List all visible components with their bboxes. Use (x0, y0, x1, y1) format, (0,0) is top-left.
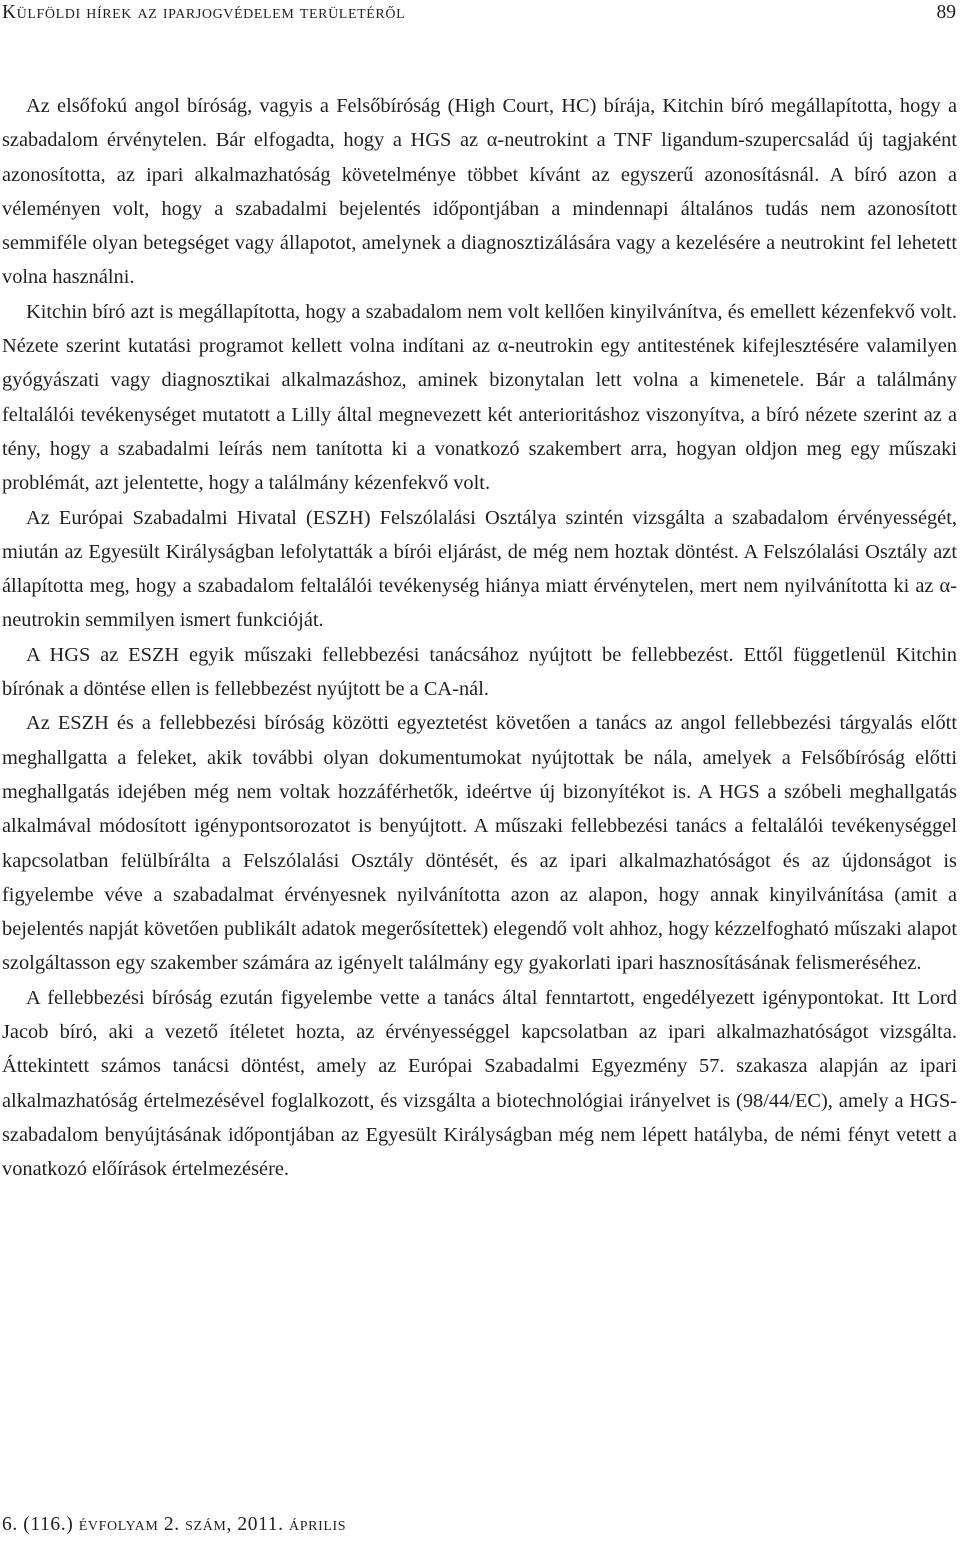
article-body (2, 89, 957, 1187)
issue-footer: 6. (116.) évfolyam 2. szám, 2011. április (2, 1514, 347, 1535)
paragraph: A HGS az ESZH egyik műszaki fellebbezési tanácsához nyújtott be fellebbezést. Ettől függetlenül Kitchin bírónak a döntése ellen is fellebbezést nyújtott be a CA-nál. (2, 643, 957, 701)
paragraph: Kitchin bíró azt is megállapította, hogy a szabadalom nem volt kellően kinyilvánítva, és emellett kézenfekvő volt. Nézete szerint kutatási programot kellett volna indítani az α-neutrokin egy antitestének kifejlesztésére valamilyen gyógyászati vagy diagnosztikai alkalmazáshoz, aminek bizonytalan lett volna a kimenetele. Bár a találmány feltalálói tevékenységet mutatott a Lilly által megnevezett két anterioritáshoz viszonyítva, a bíró nézete szerint az a tény, hogy a szabadalmi leírás nem tanította ki a vonatkozó szakembert arra, hogyan oldjon meg egy műszaki problémát, azt jelentette, hogy a találmány kézenfekvő volt. (2, 300, 957, 495)
page-number: 89 (936, 2, 956, 23)
paragraph: Az Európai Szabadalmi Hivatal (ESZH) Felszólalási Osztálya szintén vizsgálta a szabadalom érvényességét, miután az Egyesült Királyságban lefolytatták a bírói eljárást, de még nem hoztak döntést. A Felszólalási Osztály azt állapította meg, hogy a szabadalom feltalálói tevékenység hiánya miatt érvénytelen, mert nem nyilvánította ki az α-neutrokin semmilyen ismert funkcióját. (2, 506, 957, 632)
paragraph: Az ESZH és a fellebbezési bíróság közötti egyeztetést követően a tanács az angol fellebbezési tárgyalás előtt meghallgatta a feleket, akik további olyan dokumentumokat nyújtottak be nála, amelyek a Felsőbíróság előtti meghallgatás idejében még nem voltak hozzáférhetők, ideértve új bizonyítékot is. A HGS a szóbeli meghallgatás alkalmával módosított igénypontsorozatot is benyújtott. A műszaki fellebbezési tanács a feltalálói tevékenységgel kapcsolatban felülbírálta a Felszólalási Osztály döntését, és az ipari alkalmazhatóságot és az újdonságot is figyelembe véve a szabadalmat érvényesnek nyilvánította azon az alapon, hogy annak kinyilvánítása (amit a bejelentés napját követően publikált adatok megerősítettek) elegendő volt ahhoz, hogy kézzelfogható műszaki alapot szolgáltasson egy szakember számára az igényelt találmány egy gyakorlati ipari hasznosításának felismeréséhez. (2, 712, 957, 975)
paragraph: A fellebbezési bíróság ezután figyelembe vette a tanács által fenntartott, engedélyezett igénypontokat. Itt Lord Jacob bíró, aki a vezető ítéletet hozta, az érvényességgel kapcsolatban az ipari alkalmazhatóságot vizsgálta. Áttekintett számos tanácsi döntést, amely az Európai Szabadalmi Egyezmény 57. szakasza alapján az ipari alkalmazhatóság értelmezésével foglalkozott, és vizsgálta a biotechnológiai irányelvet is (98/44/EC), amely a HGS-szabadalom benyújtásának időpontjában az Egyesült Királyságban még nem lépett hatályba, de némi fényt vetett a vonatkozó előírások értelmezésére. (2, 986, 957, 1181)
running-header (0, 2, 960, 30)
paragraph: Az elsőfokú angol bíróság, vagyis a Felsőbíróság (High Court, HC) bírája, Kitchin bíró megállapította, hogy a szabadalom érvénytelen. Bár elfogadta, hogy a HGS az α-neutrokint a TNF ligandum-szupercsalád új tagjaként azonosította, az ipari alkalmazhatóság követelménye többet kívánt az egyszerű azonosításnál. A bíró azon a véleményen volt, hogy a szabadalmi bejelentés időpontjában a mindennapi általános tudás nem azonosított semmiféle olyan betegséget vagy állapotot, amelynek a diagnosztizálására vagy a kezelésére a neutrokint fel lehetett volna használni. (2, 95, 957, 289)
running-title: Külföldi hírek az iparjogvédelem területéről (2, 2, 406, 23)
